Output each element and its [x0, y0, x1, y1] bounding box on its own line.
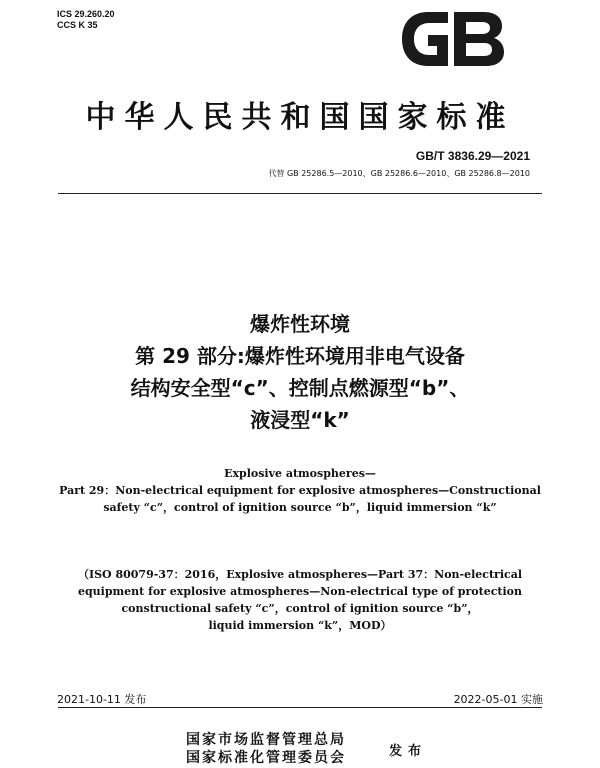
replaces-note: 代替 GB 25286.5—2010、GB 25286.6—2010、GB 25286.8—2010: [268, 169, 530, 178]
english-title-line: safety “c”，control of ignition source “b”，liquid immersion “k”: [103, 501, 497, 514]
top-divider: [58, 193, 542, 194]
standard-number: GB/T 3836.29—2021: [415, 149, 530, 163]
issuer-sac: 国家标准化管理委员会: [186, 750, 346, 766]
issue-label: 发布: [389, 744, 428, 759]
chinese-title-line: 第 29 部分:爆炸性环境用非电气设备: [135, 344, 465, 368]
english-title: [0, 465, 600, 516]
gb-logo: [398, 8, 508, 70]
chinese-title-line: 结构安全型“c”、控制点燃源型“b”、: [130, 376, 470, 400]
issuer-samr: 国家市场监督管理总局: [186, 732, 346, 748]
iso-reference-line: liquid immersion “k”，MOD）: [208, 619, 392, 632]
national-standard-title: 中华人民共和国国家标准: [85, 100, 515, 135]
chinese-title-line: 爆炸性环境: [250, 312, 350, 336]
iso-reference-line: （ISO 80079-37：2016，Explosive atmospheres—Part 37：Non-electrical: [77, 568, 523, 581]
iso-reference-line: equipment for explosive atmospheres—Non-electrical type of protection: [77, 585, 522, 598]
chinese-title: [0, 308, 600, 436]
implement-date: 2022-05-01 实施: [453, 693, 543, 706]
ccs-code: CCS K 35: [57, 20, 98, 30]
iso-reference: [0, 566, 600, 634]
english-title-line: Part 29：Non-electrical equipment for explosive atmospheres—Constructional: [59, 484, 541, 497]
classification-codes: [57, 9, 115, 31]
iso-reference-line: constructional safety “c”，control of ignition source “b”，: [121, 602, 479, 615]
logo-text: GB: [453, 69, 455, 70]
ics-code: ICS 29.260.20: [57, 9, 115, 19]
bottom-divider: [58, 707, 542, 708]
english-title-line: Explosive atmospheres—: [224, 467, 376, 480]
chinese-title-line: 液浸型“k”: [250, 408, 350, 432]
issuing-authorities: [186, 731, 346, 767]
publish-date: 2021-10-11 发布: [57, 693, 147, 706]
